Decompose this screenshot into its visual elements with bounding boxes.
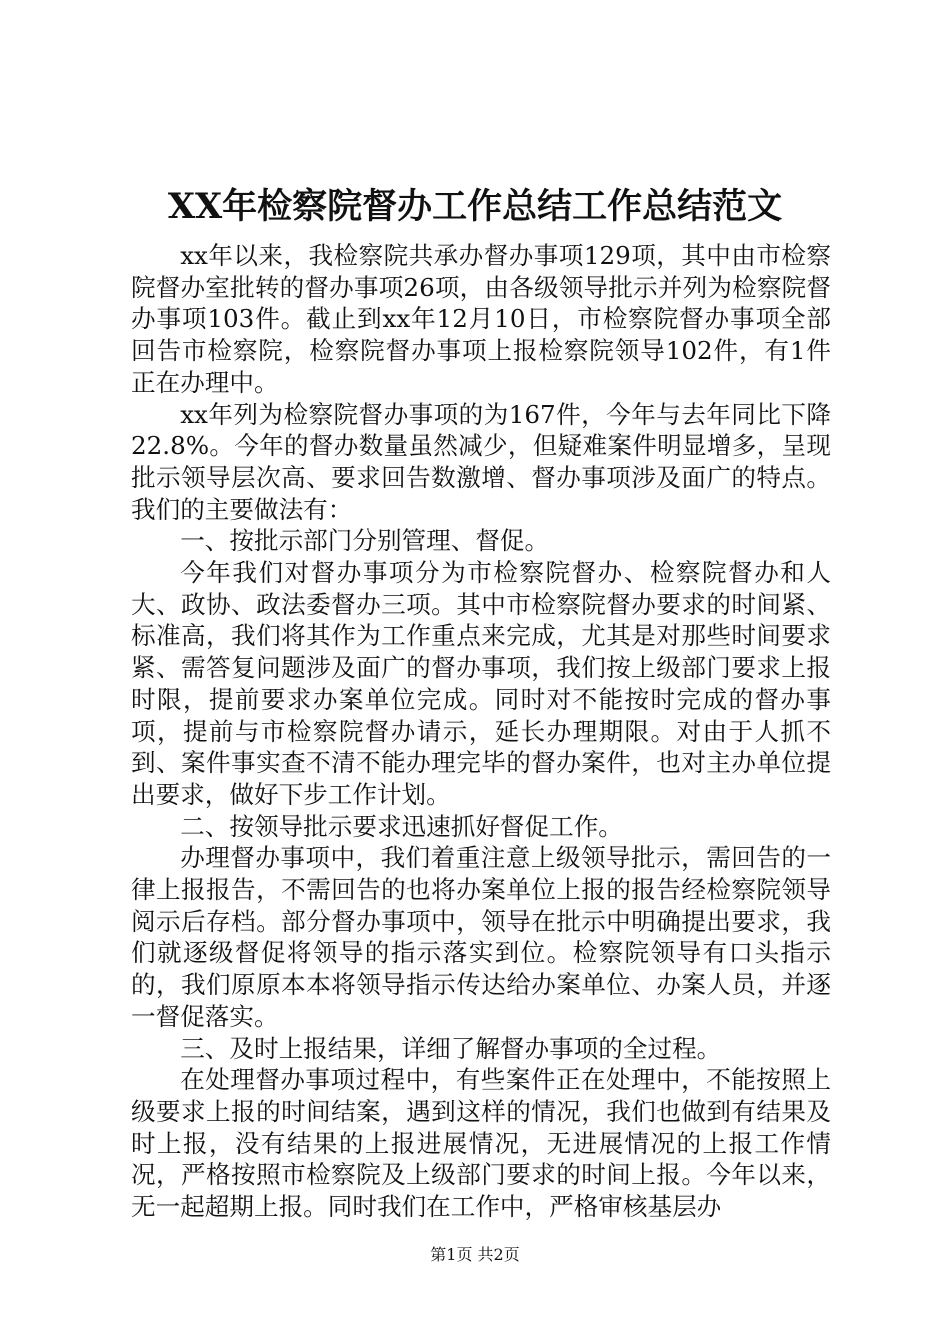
section-heading: 一、按批示部门分别管理、督促。: [180, 526, 550, 556]
document-title: XX年检察院督办工作总结工作总结范文: [167, 186, 783, 227]
paragraph: 在处理督办事项过程中，有些案件正在处理中，不能按照上级要求上报的时间结案，遇到这样的情况，我们也做到有结果及时上报，没有结果的上报进展情况，无进展情况的上报工作情况，严格按照市检察院及上级部门要求的时间上报。今年以来，无一起超期上报。同时我们在工作中，严格审核基层办: [131, 1065, 831, 1222]
section-heading: 三、及时上报结果，详细了解督办事项的全过程。: [180, 1033, 722, 1063]
paragraph: xx年列为检察院督办事项的为167件，今年与去年同比下降22.8%。今年的督办数量虽然减少，但疑难案件明显增多，呈现批示领导层次高、要求回告数激增、督办事项涉及面广的特点。我们的主要做法有：: [131, 399, 831, 524]
document-body: [131, 240, 831, 1223]
paragraph: xx年以来，我检察院共承办督办事项129项，其中由市检察院督办室批转的督办事项26项，由各级领导批示并列为检察院督办事项103件。截止到xx年12月10日，市检察院督办事项全部回告市检察院，检察院督办事项上报检察院领导102件，有1件正在办理中。: [131, 241, 831, 397]
page-number-footer: 第1页 共2页: [430, 1245, 520, 1264]
paragraph: 今年我们对督办事项分为市检察院督办、检察院督办和人大、政协、政法委督办三项。其中市检察院督办要求的时间紧、标准高，我们将其作为工作重点来完成，尤其是对那些时间要求紧、需答复问题涉及面广的督办事项，我们按上级部门要求上报时限，提前要求办案单位完成。同时对不能按时完成的督办事项，提前与市检察院督办请示，延长办理期限。对由于人抓不到、案件事实查不清不能办理完毕的督办案件，也对主办单位提出要求，做好下步工作计划。: [131, 558, 831, 809]
paragraph: 办理督办事项中，我们着重注意上级领导批示，需回告的一律上报报告，不需回告的也将办案单位上报的报告经检察院领导阅示后存档。部分督办事项中，领导在批示中明确提出要求，我们就逐级督促将领导的指示落实到位。检察院领导有口头指示的，我们原原本本将领导指示传达给办案单位、办案人员，并逐一督促落实。: [131, 843, 831, 1031]
section-heading: 二、按领导批示要求迅速抓好督促工作。: [180, 811, 623, 841]
